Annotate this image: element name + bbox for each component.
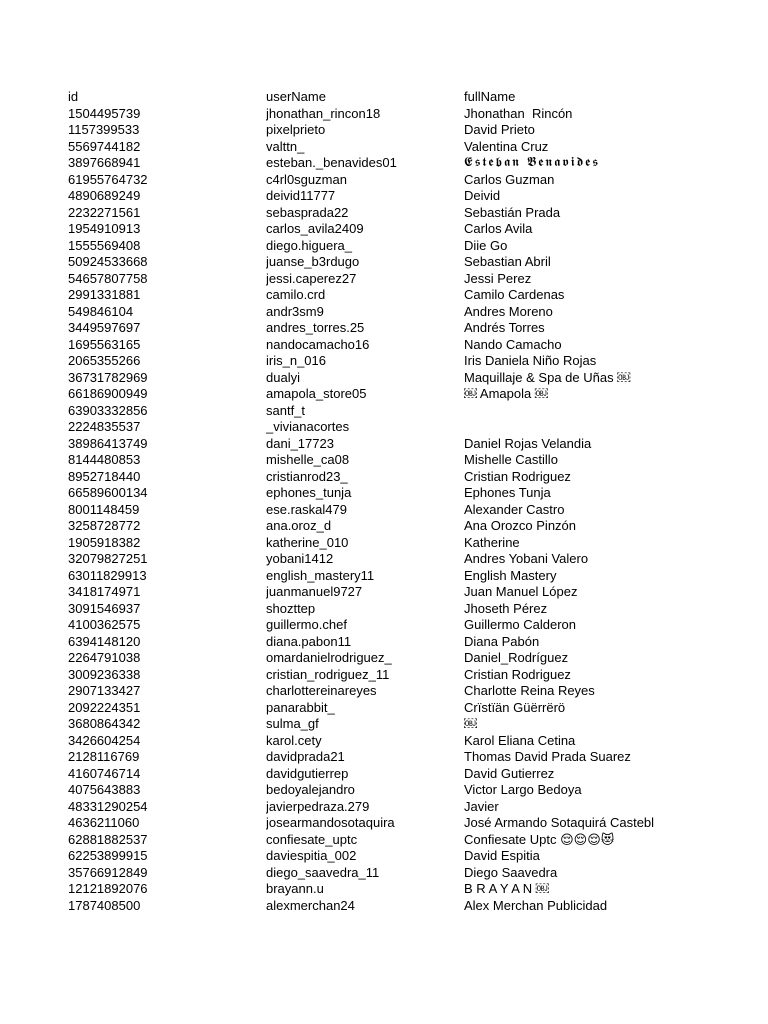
cell-username: carlos_avila2409 [266, 221, 364, 236]
cell-fullname: Ana Orozco Pinzón [464, 518, 577, 533]
cell-id: 4075643883 [68, 782, 141, 797]
cell-id: 66589600134 [68, 485, 148, 500]
table-body [68, 106, 748, 915]
cell-username: ana.oroz_d [266, 518, 332, 533]
cell-username: guillermo.chef [266, 617, 347, 632]
table-row [68, 716, 748, 733]
cell-fullname: Andres Yobani Valero [464, 551, 589, 566]
table-row [68, 733, 748, 750]
cell-id: 1954910913 [68, 221, 141, 236]
table-row [68, 601, 748, 618]
table-row [68, 304, 748, 321]
table-row [68, 617, 748, 634]
table-row [68, 172, 748, 189]
cell-username: jhonathan_rincon18 [266, 105, 381, 121]
cell-fullname: Sebastián Prada [464, 204, 561, 220]
table-row [68, 568, 748, 585]
cell-id: 549846104 [68, 303, 134, 319]
cell-username: javierpedraza.279 [266, 798, 370, 814]
cell-id: 2232271561 [68, 204, 141, 220]
cell-id: 3418174971 [68, 584, 141, 599]
spreadsheet [68, 89, 748, 914]
table-row [68, 485, 748, 502]
table-row [68, 254, 748, 271]
cell-username: iris_n_016 [266, 353, 326, 368]
cell-fullname: Jessi Perez [464, 270, 532, 286]
table-row [68, 419, 748, 436]
cell-fullname: Thomas David Prada Suarez [464, 749, 631, 764]
cell-fullname: Valentina Cruz [464, 138, 549, 154]
cell-id: 36731782969 [68, 369, 148, 385]
cell-fullname: Juan Manuel López [464, 584, 578, 599]
table-row [68, 139, 748, 156]
cell-id: 4160746714 [68, 765, 141, 781]
cell-username: karol.cety [266, 732, 322, 748]
table-row [68, 106, 748, 123]
cell-fullname: José Armando Sotaquirá Castebl [464, 815, 655, 830]
table-row [68, 782, 748, 799]
cell-id: 61955764732 [68, 171, 148, 187]
table-row [68, 650, 748, 667]
cell-fullname: Alexander Castro [464, 501, 565, 517]
table-row [68, 469, 748, 486]
cell-fullname: Andres Moreno [464, 303, 553, 319]
cell-username: deivid11777 [266, 188, 336, 203]
cell-username: dani_17723 [266, 435, 334, 451]
table-row [68, 205, 748, 222]
cell-username: sulma_gf [266, 716, 319, 731]
cell-fullname: Crïstïän Güërrërö [464, 699, 566, 715]
table-row [68, 370, 748, 387]
table-row [68, 865, 748, 882]
cell-id: 63011829913 [68, 567, 147, 583]
table-row [68, 832, 748, 849]
table-row [68, 271, 748, 288]
cell-id: 6394148120 [68, 633, 141, 649]
table-row [68, 535, 748, 552]
cell-username: pixelprieto [266, 122, 326, 137]
cell-fullname: Javier [464, 798, 499, 814]
cell-fullname: Charlotte Reina Reyes [464, 683, 595, 698]
cell-fullname [464, 403, 748, 420]
cell-id: 8144480853 [68, 452, 141, 467]
table-row [68, 386, 748, 403]
cell-fullname: Karol Eliana Cetina [464, 732, 576, 748]
cell-id: 4890689249 [68, 188, 141, 203]
cell-fullname: Ephones Tunja [464, 485, 551, 500]
cell-id: 2128116769 [68, 749, 140, 764]
table-row [68, 518, 748, 535]
cell-id: 4100362575 [68, 617, 141, 632]
header-id: id [68, 89, 79, 104]
cell-fullname: Camilo Cardenas [464, 287, 565, 302]
cell-fullname: Guillermo Calderon [464, 617, 576, 632]
cell-fullname: Confiesate Uptc 😌😌😌😻 [464, 831, 615, 847]
table-row [68, 436, 748, 453]
cell-id: 8952718440 [68, 468, 141, 484]
cell-id: 5569744182 [68, 138, 141, 154]
cell-username: ese.raskal479 [266, 501, 347, 517]
cell-id: 32079827251 [68, 551, 148, 566]
table-row [68, 353, 748, 370]
cell-id: 38986413749 [68, 435, 148, 451]
cell-username: diego.higuera_ [266, 237, 353, 253]
cell-id: 2224835537 [68, 419, 141, 434]
table-row [68, 551, 748, 568]
cell-id: 1504495739 [68, 105, 141, 121]
cell-id: 4636211060 [68, 815, 140, 830]
header-row [68, 89, 748, 106]
cell-username: daviespitia_002 [266, 848, 357, 863]
table-row [68, 749, 748, 766]
cell-username: charlottereinareyes [266, 683, 377, 698]
cell-fullname: Cristian Rodriguez [464, 468, 571, 484]
cell-fullname: English Mastery [464, 567, 557, 583]
table-row [68, 337, 748, 354]
cell-id: 62253899915 [68, 848, 148, 863]
cell-id: 12121892076 [68, 881, 148, 896]
cell-fullname: Deivid [464, 188, 501, 203]
cell-id: 3897668941 [68, 155, 141, 170]
table-row [68, 403, 748, 420]
cell-username: ephones_tunja [266, 485, 352, 500]
cell-username: bedoyalejandro [266, 782, 355, 797]
cell-fullname: Alex Merchan Publicidad [464, 897, 608, 913]
cell-id: 1157399533 [68, 122, 140, 137]
cell-username: jessi.caperez27 [266, 270, 357, 286]
cell-id: 1905918382 [68, 534, 141, 550]
cell-username: omardanielrodriguez_ [266, 650, 392, 665]
cell-username: diego_saavedra_11 [266, 864, 380, 880]
cell-username: yobani1412 [266, 551, 334, 566]
cell-id: 48331290254 [68, 798, 148, 814]
cell-username: mishelle_ca08 [266, 452, 350, 467]
cell-username: shozttep [266, 600, 316, 616]
cell-id: 62881882537 [68, 831, 148, 847]
cell-username: _vivianacortes [266, 419, 350, 434]
table-row [68, 221, 748, 238]
cell-username: juanse_b3rdugo [266, 254, 360, 269]
table-row [68, 848, 748, 865]
table-row [68, 634, 748, 651]
cell-fullname: Cristian Rodriguez [464, 666, 571, 682]
cell-username: c4rl0sguzman [266, 171, 347, 187]
table-row [68, 155, 748, 172]
cell-username: brayann.u [266, 881, 324, 896]
table-row [68, 320, 748, 337]
cell-fullname: Maquillaje & Spa de Uñas ￼ [464, 369, 631, 385]
cell-fullname: 𝕰𝖘𝖙𝖊𝖇𝖆𝖓 𝕭𝖊𝖓𝖆𝖛𝖎𝖉𝖊𝖘 ￼ [464, 155, 607, 170]
cell-username: english_mastery11 [266, 567, 375, 583]
cell-username: katherine_010 [266, 534, 349, 550]
cell-fullname: Carlos Avila [464, 221, 533, 236]
table-row [68, 122, 748, 139]
cell-username: panarabbit_ [266, 699, 335, 715]
cell-id: 50924533668 [68, 254, 148, 269]
cell-username: camilo.crd [266, 287, 326, 302]
cell-id: 35766912849 [68, 864, 148, 880]
table-row [68, 766, 748, 783]
cell-fullname: Jhoseth Pérez [464, 600, 548, 616]
cell-fullname: Katherine [464, 534, 520, 550]
cell-fullname: Daniel_Rodríguez [464, 650, 569, 665]
cell-id: 54657807758 [68, 270, 148, 286]
cell-username: andr3sm9 [266, 303, 324, 319]
cell-id: 63903332856 [68, 402, 148, 418]
cell-username: cristian_rodriguez_11 [266, 666, 390, 682]
cell-id: 1555569408 [68, 237, 141, 253]
table-row [68, 238, 748, 255]
table-row [68, 584, 748, 601]
cell-fullname: Nando Camacho [464, 336, 562, 352]
cell-fullname: Andrés Torres [464, 320, 545, 335]
cell-fullname: David Gutierrez [464, 765, 555, 781]
cell-fullname: Diie Go [464, 237, 508, 253]
table-row [68, 815, 748, 832]
cell-fullname: Victor Largo Bedoya [464, 782, 582, 797]
cell-id: 2264791038 [68, 650, 141, 665]
cell-id: 2907133427 [68, 683, 141, 698]
cell-id: 3091546937 [68, 600, 141, 616]
cell-id: 3258728772 [68, 518, 141, 533]
cell-id: 3009236338 [68, 666, 141, 682]
table-row [68, 188, 748, 205]
cell-fullname: Sebastian Abril [464, 254, 551, 269]
cell-username: davidgutierrep [266, 765, 349, 781]
header-username: userName [266, 89, 326, 104]
cell-fullname: ￼ Amapola ￼ [464, 386, 548, 401]
table-row [68, 799, 748, 816]
cell-id: 1695563165 [68, 336, 141, 352]
users-table [68, 89, 748, 914]
table-row [68, 502, 748, 519]
cell-id: 8001148459 [68, 501, 140, 517]
cell-username: diana.pabon11 [266, 633, 352, 649]
cell-fullname: Daniel Rojas Velandia [464, 435, 592, 451]
cell-username: cristianrod23_ [266, 468, 348, 484]
cell-username: santf_t [266, 402, 306, 418]
cell-username: amapola_store05 [266, 386, 367, 401]
cell-fullname [464, 419, 748, 436]
cell-username: andres_torres.25 [266, 320, 365, 335]
cell-fullname: Iris Daniela Niño Rojas [464, 353, 597, 368]
cell-fullname: David Prieto [464, 122, 535, 137]
cell-username: confiesate_uptc [266, 831, 358, 847]
cell-username: alexmerchan24 [266, 897, 355, 913]
header-fullname: fullName [464, 89, 516, 104]
cell-username: esteban._benavides01 [266, 155, 397, 170]
table-row [68, 700, 748, 717]
table-row [68, 898, 748, 915]
cell-fullname: Jhonathan Rincón [464, 105, 573, 121]
cell-username: nandocamacho16 [266, 336, 370, 352]
cell-username: juanmanuel9727 [266, 584, 363, 599]
cell-id: 66186900949 [68, 386, 148, 401]
cell-id: 1787408500 [68, 897, 141, 913]
table-row [68, 287, 748, 304]
cell-id: 3449597697 [68, 320, 141, 335]
cell-username: dualyi [266, 369, 300, 385]
table-row [68, 683, 748, 700]
cell-fullname: Carlos Guzman [464, 171, 555, 187]
cell-fullname: David Espitia [464, 848, 540, 863]
cell-username: josearmandosotaquira [266, 815, 395, 830]
cell-id: 3426604254 [68, 732, 141, 748]
table-row [68, 881, 748, 898]
cell-id: 2991331881 [68, 287, 141, 302]
cell-fullname: Diana Pabón [464, 633, 540, 649]
cell-fullname: ￼ [464, 716, 477, 731]
cell-fullname: Mishelle Castillo [464, 452, 558, 467]
cell-id: 2092224351 [68, 699, 141, 715]
cell-fullname: Diego Saavedra [464, 864, 558, 880]
cell-username: sebasprada22 [266, 204, 349, 220]
table-row [68, 452, 748, 469]
table-row [68, 667, 748, 684]
cell-id: 3680864342 [68, 716, 141, 731]
cell-id: 2065355266 [68, 353, 141, 368]
cell-username: davidprada21 [266, 749, 345, 764]
cell-username: valttn_ [266, 138, 305, 154]
cell-fullname: B R A Y A N ￼ [464, 881, 549, 896]
